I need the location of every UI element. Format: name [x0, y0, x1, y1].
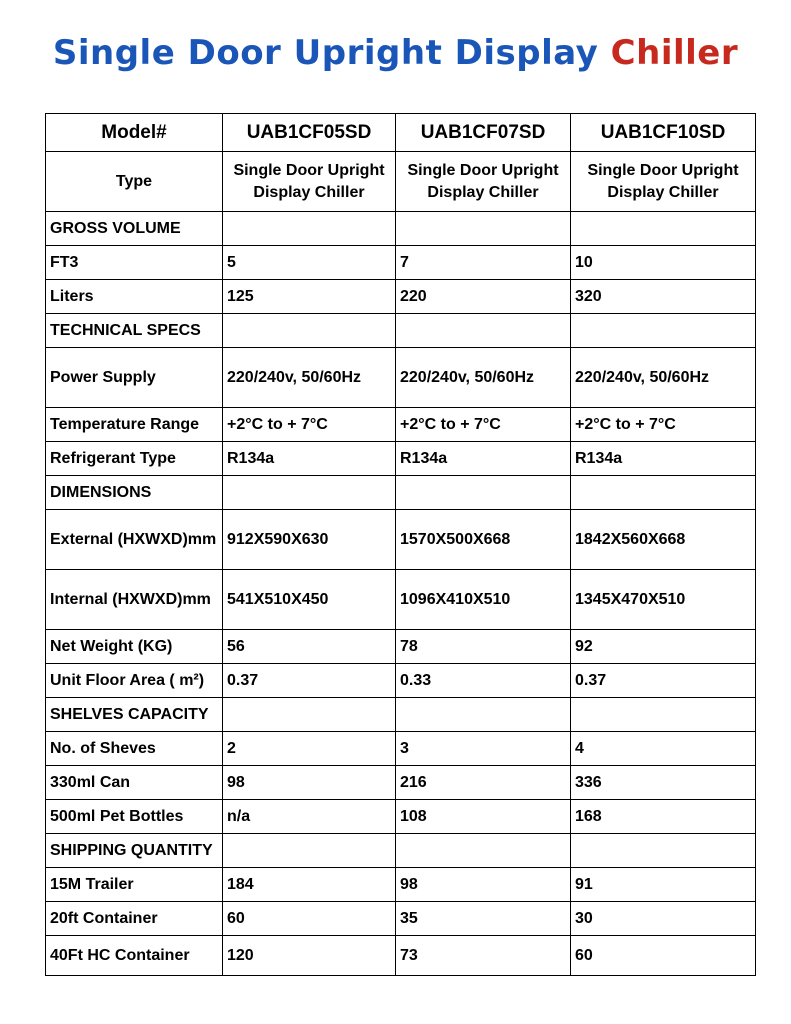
row-label: Power Supply: [46, 348, 223, 408]
cell: [396, 834, 571, 868]
cell: [571, 476, 756, 510]
cell: 10: [571, 246, 756, 280]
cell: 0.37: [571, 664, 756, 698]
cell: 1345X470X510: [571, 570, 756, 630]
cell: 216: [396, 766, 571, 800]
row-label: FT3: [46, 246, 223, 280]
cell: R134a: [571, 442, 756, 476]
cell: [223, 698, 396, 732]
row-label: Unit Floor Area ( m²): [46, 664, 223, 698]
cell: 120: [223, 936, 396, 976]
cell: 2: [223, 732, 396, 766]
cell: +2°C to + 7°C: [396, 408, 571, 442]
table-row: [46, 314, 756, 348]
row-label: 500ml Pet Bottles: [46, 800, 223, 834]
header-cell: Model#: [46, 114, 223, 152]
cell: 220: [396, 280, 571, 314]
row-label: Net Weight (KG): [46, 630, 223, 664]
cell: 1842X560X668: [571, 510, 756, 570]
cell: 336: [571, 766, 756, 800]
cell: 220/240v, 50/60Hz: [571, 348, 756, 408]
title-accent: Chiller: [610, 33, 739, 73]
table-row: [46, 698, 756, 732]
cell: 91: [571, 868, 756, 902]
table-row: [46, 664, 756, 698]
table-row: [46, 348, 756, 408]
cell: 98: [223, 766, 396, 800]
cell: [223, 476, 396, 510]
cell: 220/240v, 50/60Hz: [396, 348, 571, 408]
table-row: [46, 766, 756, 800]
cell: 60: [223, 902, 396, 936]
cell: 60: [571, 936, 756, 976]
table-row: [46, 902, 756, 936]
cell: 56: [223, 630, 396, 664]
row-label: No. of Sheves: [46, 732, 223, 766]
cell: [396, 698, 571, 732]
cell: [223, 212, 396, 246]
spec-table: [45, 113, 756, 976]
header-cell: UAB1CF07SD: [396, 114, 571, 152]
cell: [396, 212, 571, 246]
row-label: 330ml Can: [46, 766, 223, 800]
row-label: 15M Trailer: [46, 868, 223, 902]
cell: 168: [571, 800, 756, 834]
cell: 912X590X630: [223, 510, 396, 570]
table-row: [46, 476, 756, 510]
section-label: TECHNICAL SPECS: [46, 314, 223, 348]
table-row: [46, 246, 756, 280]
cell: +2°C to + 7°C: [571, 408, 756, 442]
cell: R134a: [396, 442, 571, 476]
cell: Single Door Upright Display Chiller: [223, 152, 396, 212]
cell: [571, 834, 756, 868]
cell: R134a: [223, 442, 396, 476]
row-label: 40Ft HC Container: [46, 936, 223, 976]
section-label: SHIPPING QUANTITY: [46, 834, 223, 868]
cell: 4: [571, 732, 756, 766]
cell: 541X510X450: [223, 570, 396, 630]
cell: 5: [223, 246, 396, 280]
table-row: [46, 408, 756, 442]
table-row: [46, 936, 756, 976]
row-label: 20ft Container: [46, 902, 223, 936]
table-row: [46, 800, 756, 834]
cell: +2°C to + 7°C: [223, 408, 396, 442]
cell: [223, 314, 396, 348]
table-row: [46, 510, 756, 570]
table-row: [46, 212, 756, 246]
table-row: [46, 868, 756, 902]
page-title: [0, 33, 791, 73]
type-row: [46, 152, 756, 212]
table-row: [46, 732, 756, 766]
cell: [571, 212, 756, 246]
cell: Single Door Upright Display Chiller: [571, 152, 756, 212]
section-label: DIMENSIONS: [46, 476, 223, 510]
cell: 184: [223, 868, 396, 902]
cell: 1570X500X668: [396, 510, 571, 570]
header-cell: UAB1CF10SD: [571, 114, 756, 152]
table-row: [46, 442, 756, 476]
cell: Single Door Upright Display Chiller: [396, 152, 571, 212]
cell: [571, 698, 756, 732]
section-label: GROSS VOLUME: [46, 212, 223, 246]
row-label: External (HXWXD)mm: [46, 510, 223, 570]
cell: 78: [396, 630, 571, 664]
cell: 73: [396, 936, 571, 976]
cell: n/a: [223, 800, 396, 834]
cell: 125: [223, 280, 396, 314]
cell: [223, 834, 396, 868]
row-label: Internal (HXWXD)mm: [46, 570, 223, 630]
cell: [571, 314, 756, 348]
cell: 108: [396, 800, 571, 834]
cell: 92: [571, 630, 756, 664]
cell: 320: [571, 280, 756, 314]
row-label: Refrigerant Type: [46, 442, 223, 476]
header-row: [46, 114, 756, 152]
header-cell: UAB1CF05SD: [223, 114, 396, 152]
cell: 30: [571, 902, 756, 936]
table-row: [46, 570, 756, 630]
cell: 35: [396, 902, 571, 936]
cell: 0.33: [396, 664, 571, 698]
row-label: Type: [46, 152, 223, 212]
cell: 1096X410X510: [396, 570, 571, 630]
cell: 7: [396, 246, 571, 280]
section-label: SHELVES CAPACITY: [46, 698, 223, 732]
table-row: [46, 630, 756, 664]
title-main: Single Door Upright Display: [52, 33, 599, 73]
cell: 98: [396, 868, 571, 902]
row-label: Temperature Range: [46, 408, 223, 442]
cell: 3: [396, 732, 571, 766]
table-row: [46, 280, 756, 314]
row-label: Liters: [46, 280, 223, 314]
cell: 0.37: [223, 664, 396, 698]
cell: 220/240v, 50/60Hz: [223, 348, 396, 408]
cell: [396, 476, 571, 510]
table-row: [46, 834, 756, 868]
cell: [396, 314, 571, 348]
